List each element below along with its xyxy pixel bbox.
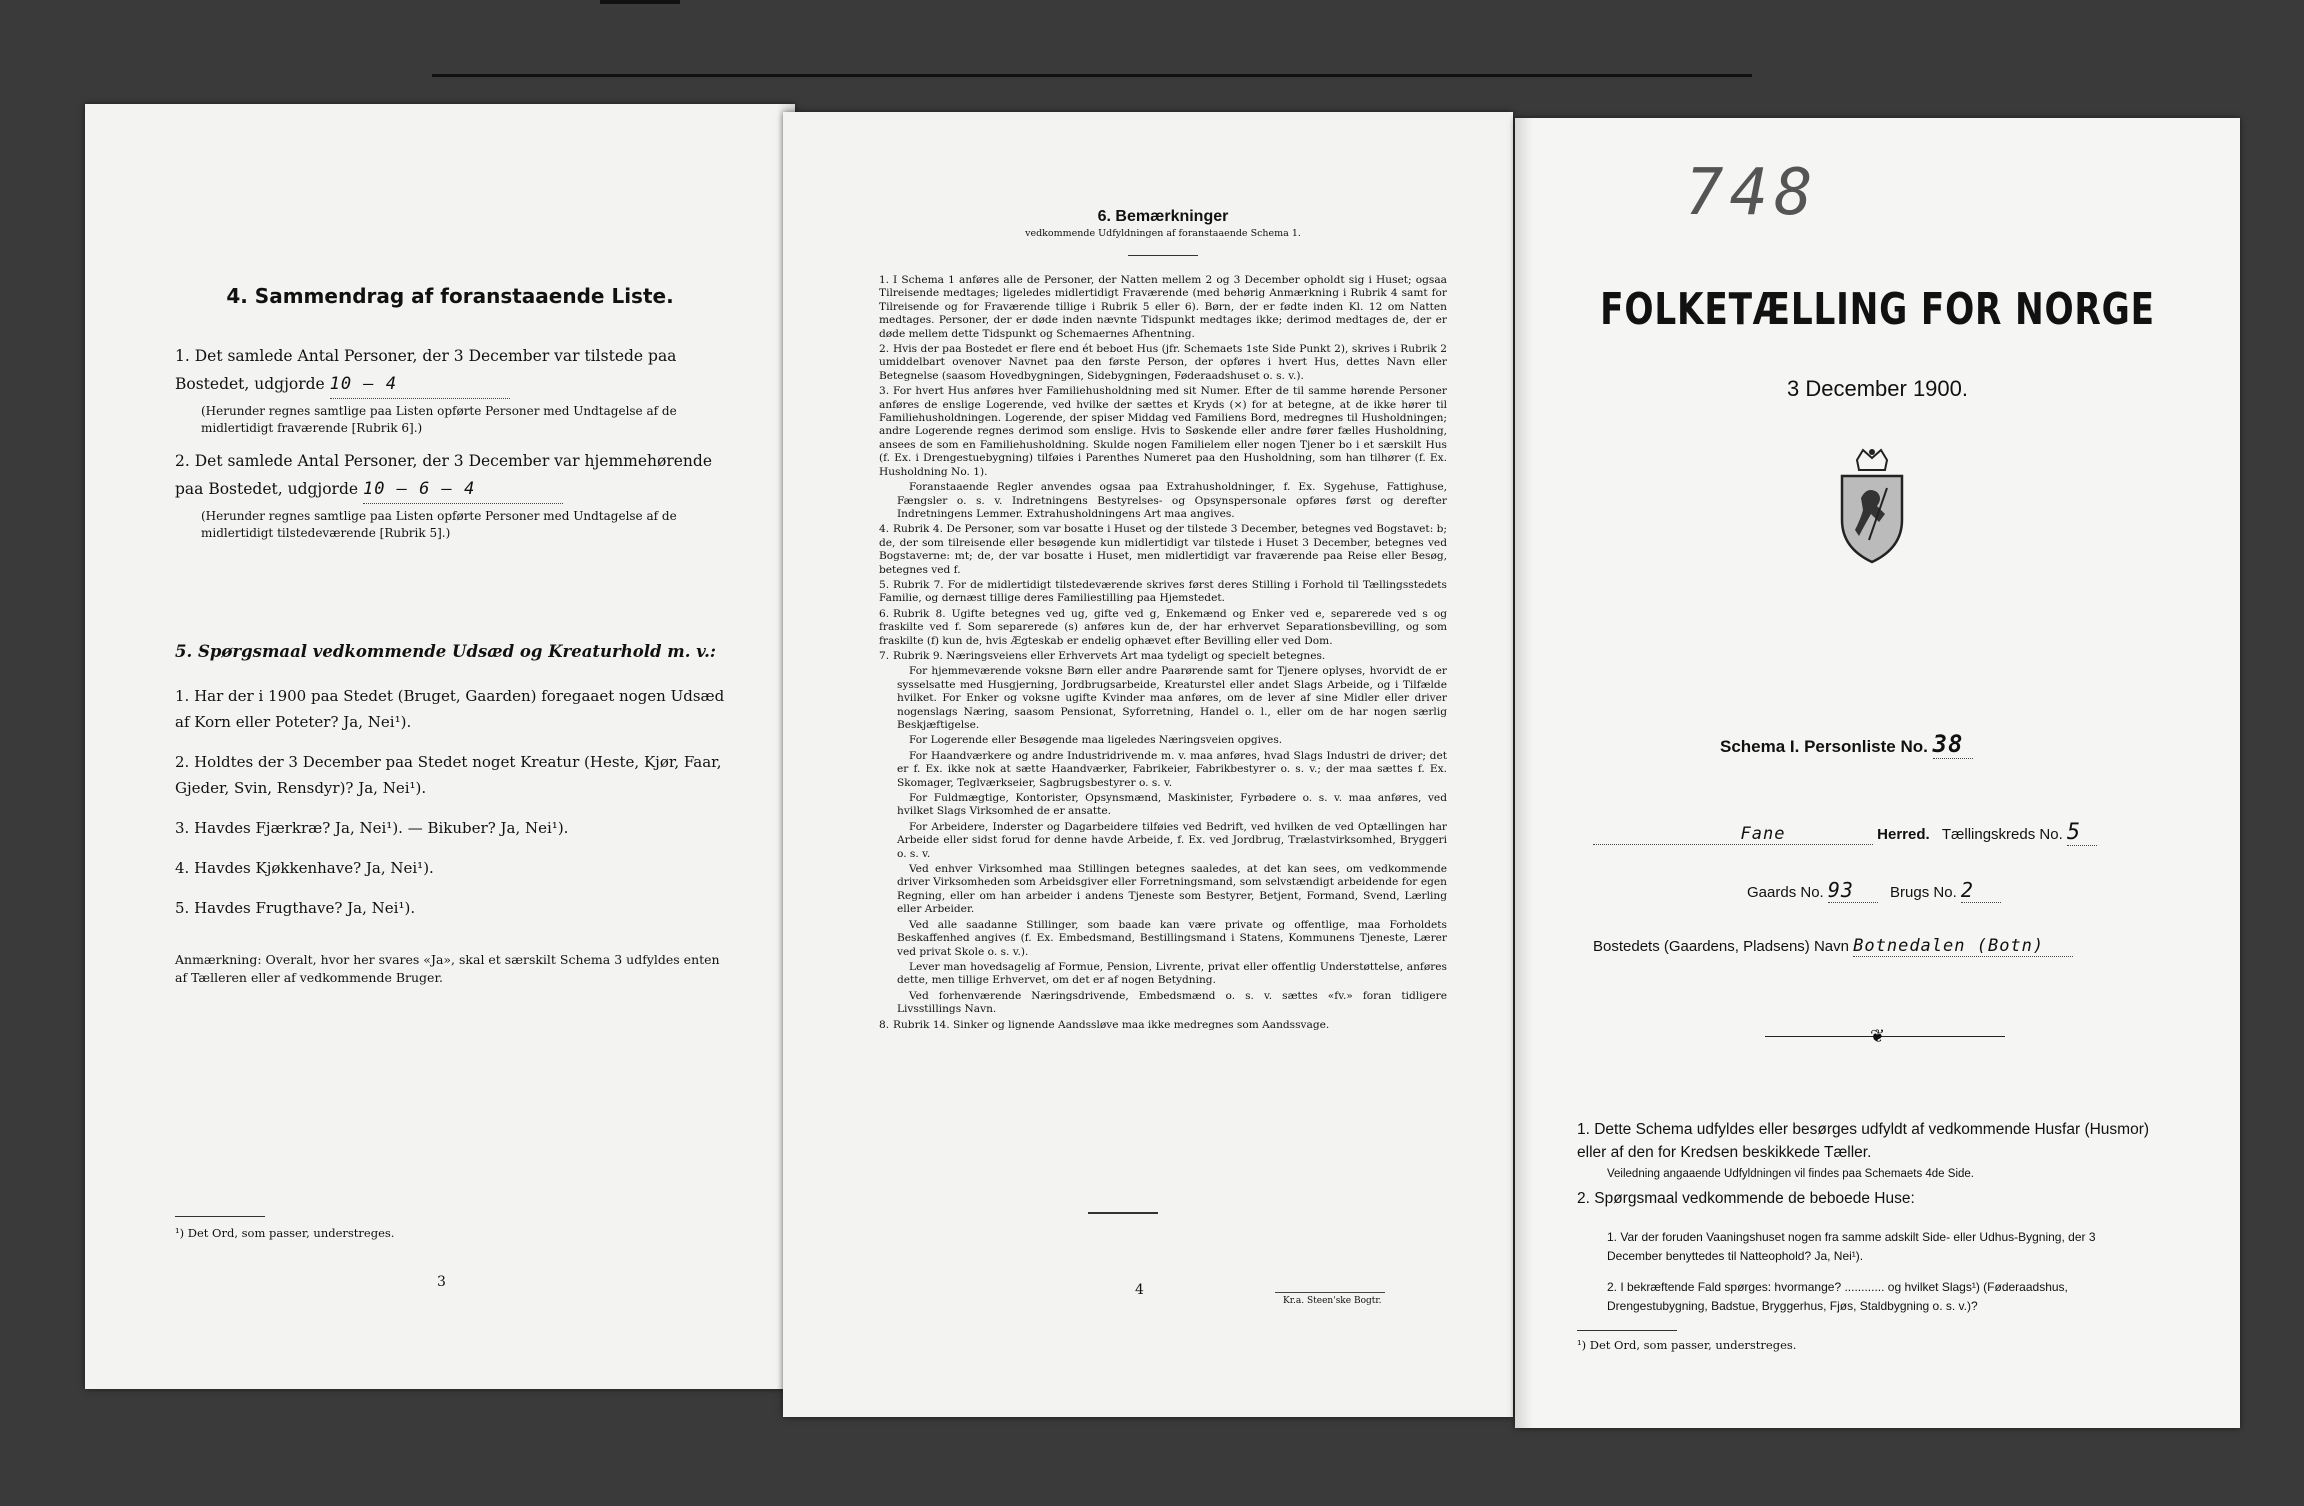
remark-number: 7. — [879, 649, 890, 662]
top-edge-mark — [600, 0, 680, 4]
herred-label: Herred. — [1877, 826, 1930, 843]
schema-label — [1720, 730, 1973, 759]
anmerkning: Anmærkning: Overalt, hvor her svares «Ja», skal et særskilt Schema 3 udfyldes enten af Tælleren eller af vedkommende Bruger. — [175, 952, 720, 985]
remark-number: 1. — [879, 274, 890, 286]
remark-item — [897, 481, 1447, 521]
bosted-label: Bostedets (Gaardens, Pladsens) Navn — [1593, 938, 1849, 955]
remark-number: 4. — [879, 523, 890, 536]
instruction-1: 1. Dette Schema udfyldes eller besørges udfyldt af vedkommende Husfar (Husmor) eller af den for Kredsen beskikkede Tæller. — [1577, 1121, 2150, 1161]
kreds-label: Tællingskreds No. — [1941, 826, 2063, 843]
remarks-subtitle: vedkommende Udfyldningen af foranstaaende Schema 1. — [1025, 228, 1301, 239]
summary-item-1-text: 1. Det samlede Antal Personer, der 3 December var tilstede paa Bostedet, udgjorde — [175, 347, 677, 393]
bosted-value: Botnedalen (Botn) — [1853, 936, 2073, 957]
question-3: 3. Havdes Fjærkræ? Ja, Nei¹). — Bikuber? Ja, Nei¹). — [175, 819, 569, 837]
summary-item-1-note: (Herunder regnes samtlige paa Listen opførte Personer med Undtagelse af de midlertidigt fraværende [Rubrik 6].) — [201, 404, 677, 435]
printer-imprint: Kr.a. Steen'ske Bogtr. — [1283, 1296, 1382, 1306]
remark-text: For Logerende eller Besøgende maa ligeledes Næringsveien opgives. — [909, 734, 1283, 747]
remark-text: Hvis der paa Bostedet er flere end ét beboet Hus (jfr. Schemaets 1ste Side Punkt 2), skrives i Rubrik 2 umiddelbart ovenover Navnet paa den første Person, der opføres i hvert Hus, dettes Navn eller Betegnelse (saasom Hovedbygningen, Sidebygningen, Føderaadshuset o. s. v.). — [879, 343, 1447, 382]
handwritten-number: 748 — [1685, 156, 1819, 230]
census-title: FOLKETÆLLING FOR NORGE — [1600, 284, 2155, 335]
remark-text: Rubrik 9. Næringsveiens eller Erhvervets Art maa tydeligt og specielt betegnes. — [893, 649, 1326, 662]
remark-text: For hvert Hus anføres hver Familiehusholdning med sit Numer. Efter de til samme hørende Personer anføres de enslige Logerende, ved hvilke der sættes et Kryds (×) for at betegne, at de ikke hører til Familiehusholdningen. Logerende, der spiser Middag ved Familiens Bord, medregnes til Husholdningen; andre Logerende regnes derimod som enslige. Hvis to Søskende eller andre fører fælles Husholdning, ansees de som en Familiehusholdning. Skulde nogen Familielem eller nogen Tjener bo i et særskilt Hus (f. Ex. i Drengestuebygning) tilføies i Parenthes Numeret paa den Husholdning, som han tilhører (f. Ex. Husholdning No. 1). — [879, 385, 1447, 478]
remark-item — [897, 665, 1447, 732]
question-4: 4. Havdes Kjøkkenhave? Ja, Nei¹). — [175, 859, 434, 877]
remark-text: Ved alle saadanne Stillinger, som baade kan være private og offentlige, maa Forholdets Beskaffenhed angives (f. Ex. Embedsmand, Bestillingsmand i Statens, Kommunens Tjeneste, Lærer ved privat Skole o. s. v.). — [897, 918, 1447, 958]
top-rule — [432, 74, 1752, 77]
bosted-line — [1593, 936, 2073, 957]
remarks-title: 6. Bemærkninger — [1097, 208, 1229, 225]
remark-item — [879, 1019, 1447, 1032]
fold-shadow — [1515, 118, 1533, 1428]
remark-item — [897, 990, 1447, 1017]
remark-item — [879, 385, 1447, 479]
gaards-value: 93 — [1828, 878, 1878, 903]
footnote: ¹) Det Ord, som passer, understreges. — [1577, 1338, 1797, 1352]
gaards-label: Gaards No. — [1747, 884, 1824, 901]
remark-text: Foranstaaende Regler anvendes ogsaa paa Extrahusholdninger, f. Ex. Sygehuse, Fattighuse, Fængsler o. s. v. Indretningens Bestyrelses- og Opsynspersonale opføres først og derefter Indretningens Lemmer. Extrahusholdningens Art maa angives. — [897, 481, 1447, 520]
house-question-1: 1. Var der foruden Vaaningshuset nogen fra samme adskilt Side- eller Udhus-Bygning, der 3 December benyttedes til Natteophold? Ja, Nei¹). — [1607, 1230, 2096, 1263]
page-right — [1515, 118, 2240, 1428]
remark-number: 6. — [879, 607, 890, 620]
remark-item — [879, 608, 1447, 648]
remark-item — [879, 274, 1447, 341]
remark-text: Rubrik 4. De Personer, som var bosatte i Huset og der tilstede 3 December, betegnes ved Bogstavet: b; de, der som tilreisende eller besøgende kun midlertidigt var tilstede i Huset 3 December, betegnes ved Bogstaverne: mt; de, der var bosatte i Huset, men midlertidigt var fraværende paa Reise eller Besøg, betegnes ved f. — [879, 523, 1447, 576]
question-5: 5. Havdes Frugthave? Ja, Nei¹). — [175, 899, 416, 917]
schema-label-text: Schema I. Personliste No. — [1720, 737, 1928, 756]
instruction-1-sub: Veiledning angaaende Udfyldningen vil findes paa Schemaets 4de Side. — [1607, 1168, 1974, 1180]
remark-item — [879, 579, 1447, 606]
remarks-list — [879, 274, 1447, 1032]
summary-item-2-text: 2. Det samlede Antal Personer, der 3 December var hjemmehørende paa Bostedet, udgjorde — [175, 452, 713, 498]
remark-number: 5. — [879, 578, 890, 591]
title-rule — [1128, 255, 1198, 256]
remark-item — [897, 863, 1447, 917]
remark-item — [897, 792, 1447, 819]
page-number: 3 — [437, 1274, 446, 1290]
schema-number: 38 — [1933, 730, 1973, 759]
footnote-rule — [1577, 1330, 1677, 1331]
remark-item — [897, 734, 1447, 747]
summary-item-2-note: (Herunder regnes samtlige paa Listen opførte Personer med Undtagelse af de midlertidigt tilstedeværende [Rubrik 5].) — [201, 509, 677, 540]
remark-item — [897, 961, 1447, 988]
coat-of-arms-icon — [1827, 448, 1917, 568]
remark-text: Ved enhver Virksomhed maa Stillingen betegnes saaledes, at det kan sees, om vedkommende driver Virksomheden som Arbeidsgiver eller Forretningsmand, som selvstændigt arbeidende for egen Regning, eller om han arbeider i andens Tjeneste som Bestyrer, Betjent, Formand, Svend, Lærling eller Arbeider. — [897, 863, 1447, 916]
imprint-rule — [1275, 1292, 1385, 1293]
question-1: 1. Har der i 1900 paa Stedet (Bruget, Gaarden) foregaaet nogen Udsæd af Korn eller Poteter? Ja, Nei¹). — [175, 687, 725, 731]
remark-item — [879, 343, 1447, 383]
footnote: ¹) Det Ord, som passer, understreges. — [175, 1226, 395, 1240]
question-2: 2. Holdtes der 3 December paa Stedet noget Kreatur (Heste, Kjør, Faar, Gjeder, Svin, Rensdyr)? Ja, Nei¹). — [175, 753, 722, 797]
remark-text: Rubrik 14. Sinker og lignende Aandssløve maa ikke medregnes som Aandssvage. — [893, 1018, 1330, 1031]
page-number: 4 — [1135, 1282, 1144, 1298]
remark-item — [879, 523, 1447, 577]
section5-title: 5. Spørgsmaal vedkommende Udsæd og Kreaturhold m. v.: — [175, 642, 717, 661]
herred-line — [1593, 820, 2097, 846]
footnote-rule — [175, 1216, 265, 1217]
kreds-value: 5 — [2067, 820, 2097, 846]
remark-text: Rubrik 7. For de midlertidigt tilstedeværende skrives først deres Stilling i Forhold til Tællingsstedets Familie, og dernæst tillige deres Familiestilling paa Hjemstedet. — [879, 578, 1447, 605]
summary-item-2 — [175, 447, 725, 504]
section4-title: 4. Sammendrag af foranstaaende Liste. — [226, 284, 674, 308]
remark-text: For Arbeidere, Inderster og Dagarbeidere tilføies ved Bedrift, ved hvilken de ved Optællingen har Arbeide eller sidst forud for denne havde Arbeide, f. Ex. ved Jordbrug, Trælastvirksomhed, Bryggeri o. s. v. — [897, 820, 1447, 860]
remark-number: 3. — [879, 385, 890, 398]
remark-number: 2. — [879, 343, 890, 356]
page-left — [85, 104, 795, 1389]
instruction-2: 2. Spørgsmaal vedkommende de beboede Huse: — [1577, 1190, 1915, 1207]
end-rule — [1088, 1212, 1158, 1214]
remark-item — [879, 650, 1447, 663]
census-date: 3 December 1900. — [1787, 376, 1968, 401]
remark-text: For hjemmeværende voksne Børn eller andre Paarørende samt for Tjenere oplyses, hvorvidt de er sysselsatte med Husgjerning, Jordbrugsarbeide, Kreaturstel eller andet Slags Arbeide, og i Tilfælde hvilket. For Enker og voksne ugifte Kvinder maa anføres, om de lever af sine Midler eller driver nogenslags Næring, saasom Pensionat, Syforretning, Handel o. l., eller om de har nogen særlig Beskjæftigelse. — [897, 665, 1447, 731]
remark-text: Rubrik 8. Ugifte betegnes ved ug, gifte ved g, Enkemænd og Enker ved e, separerede ved s og fraskilte ved f. Som separerede (s) anføres kun de, der har erhvervet Separationsbevilling, og som fraskilte (f) kun de, hvis Ægteskab er endelig ophævet efter Bevilling eller ved Dom. — [879, 607, 1447, 647]
herred-value: Fane — [1593, 824, 1873, 845]
remark-text: For Fuldmægtige, Kontorister, Opsynsmænd, Maskinister, Fyrbødere o. s. v. maa anføres, ved hvilket Slags Virksomhed de er ansatte. — [897, 792, 1447, 818]
remark-item — [897, 919, 1447, 959]
house-question-2: 2. I bekræftende Fald spørges: hvormange? ............ og hvilket Slags¹) (Føderaadshus, Drengestubygning, Badstue, Bryggerhus, Fjøs, Staldbygning o. s. v.)? — [1607, 1280, 2068, 1313]
remark-number: 8. — [879, 1018, 890, 1031]
brugs-value: 2 — [1961, 878, 2001, 903]
summary-item-2-value: 10 – 6 – 4 — [363, 475, 563, 504]
ornament-icon: ❦ — [1870, 1026, 1886, 1047]
summary-item-1 — [175, 342, 725, 399]
remark-item — [897, 821, 1447, 861]
remark-text: Lever man hovedsagelig af Formue, Pension, Livrente, privat eller offentlig Understøttelse, anføres dette, men tillige Erhvervet, om det er af nogen Betydning. — [897, 960, 1447, 987]
gaards-line — [1747, 878, 2001, 903]
summary-item-1-value: 10 – 4 — [330, 370, 510, 399]
remark-text: For Haandværkere og andre Industridrivende m. v. maa anføres, hvad Slags Industri de driver; det er f. Ex. ikke nok at sætte Haandværker, Fabrikeier, Fabrikbestyrer o. s. v.; der maa sættes f. Ex. Skomager, Teglværkseier, Sagbrugsbestyrer o. s. v. — [897, 749, 1447, 789]
remark-text: I Schema 1 anføres alle de Personer, der Natten mellem 2 og 3 December opholdt sig i Huset; ogsaa Tilreisende medtages; ligeledes midlertidigt Fraværende (med behørig Anmærkning i Rubrik 4 samt for Tilreisende og for Fraværende tillige i Rubrik 5 eller 6). Børn, der er fødte inden Kl. 12 om Natten medtages. Personer, der er døde inden nævnte Tidspunkt medtages ikke; derimod medtages de, der er døde mellem dette Tidspunkt og Schemaernes Afhentning. — [879, 274, 1447, 340]
remark-item — [897, 750, 1447, 790]
page-middle — [783, 112, 1513, 1417]
remark-text: Ved forhenværende Næringsdrivende, Embedsmænd o. s. v. sættes «fv.» foran tidligere Livsstillings Navn. — [897, 989, 1447, 1016]
brugs-label: Brugs No. — [1890, 884, 1957, 901]
